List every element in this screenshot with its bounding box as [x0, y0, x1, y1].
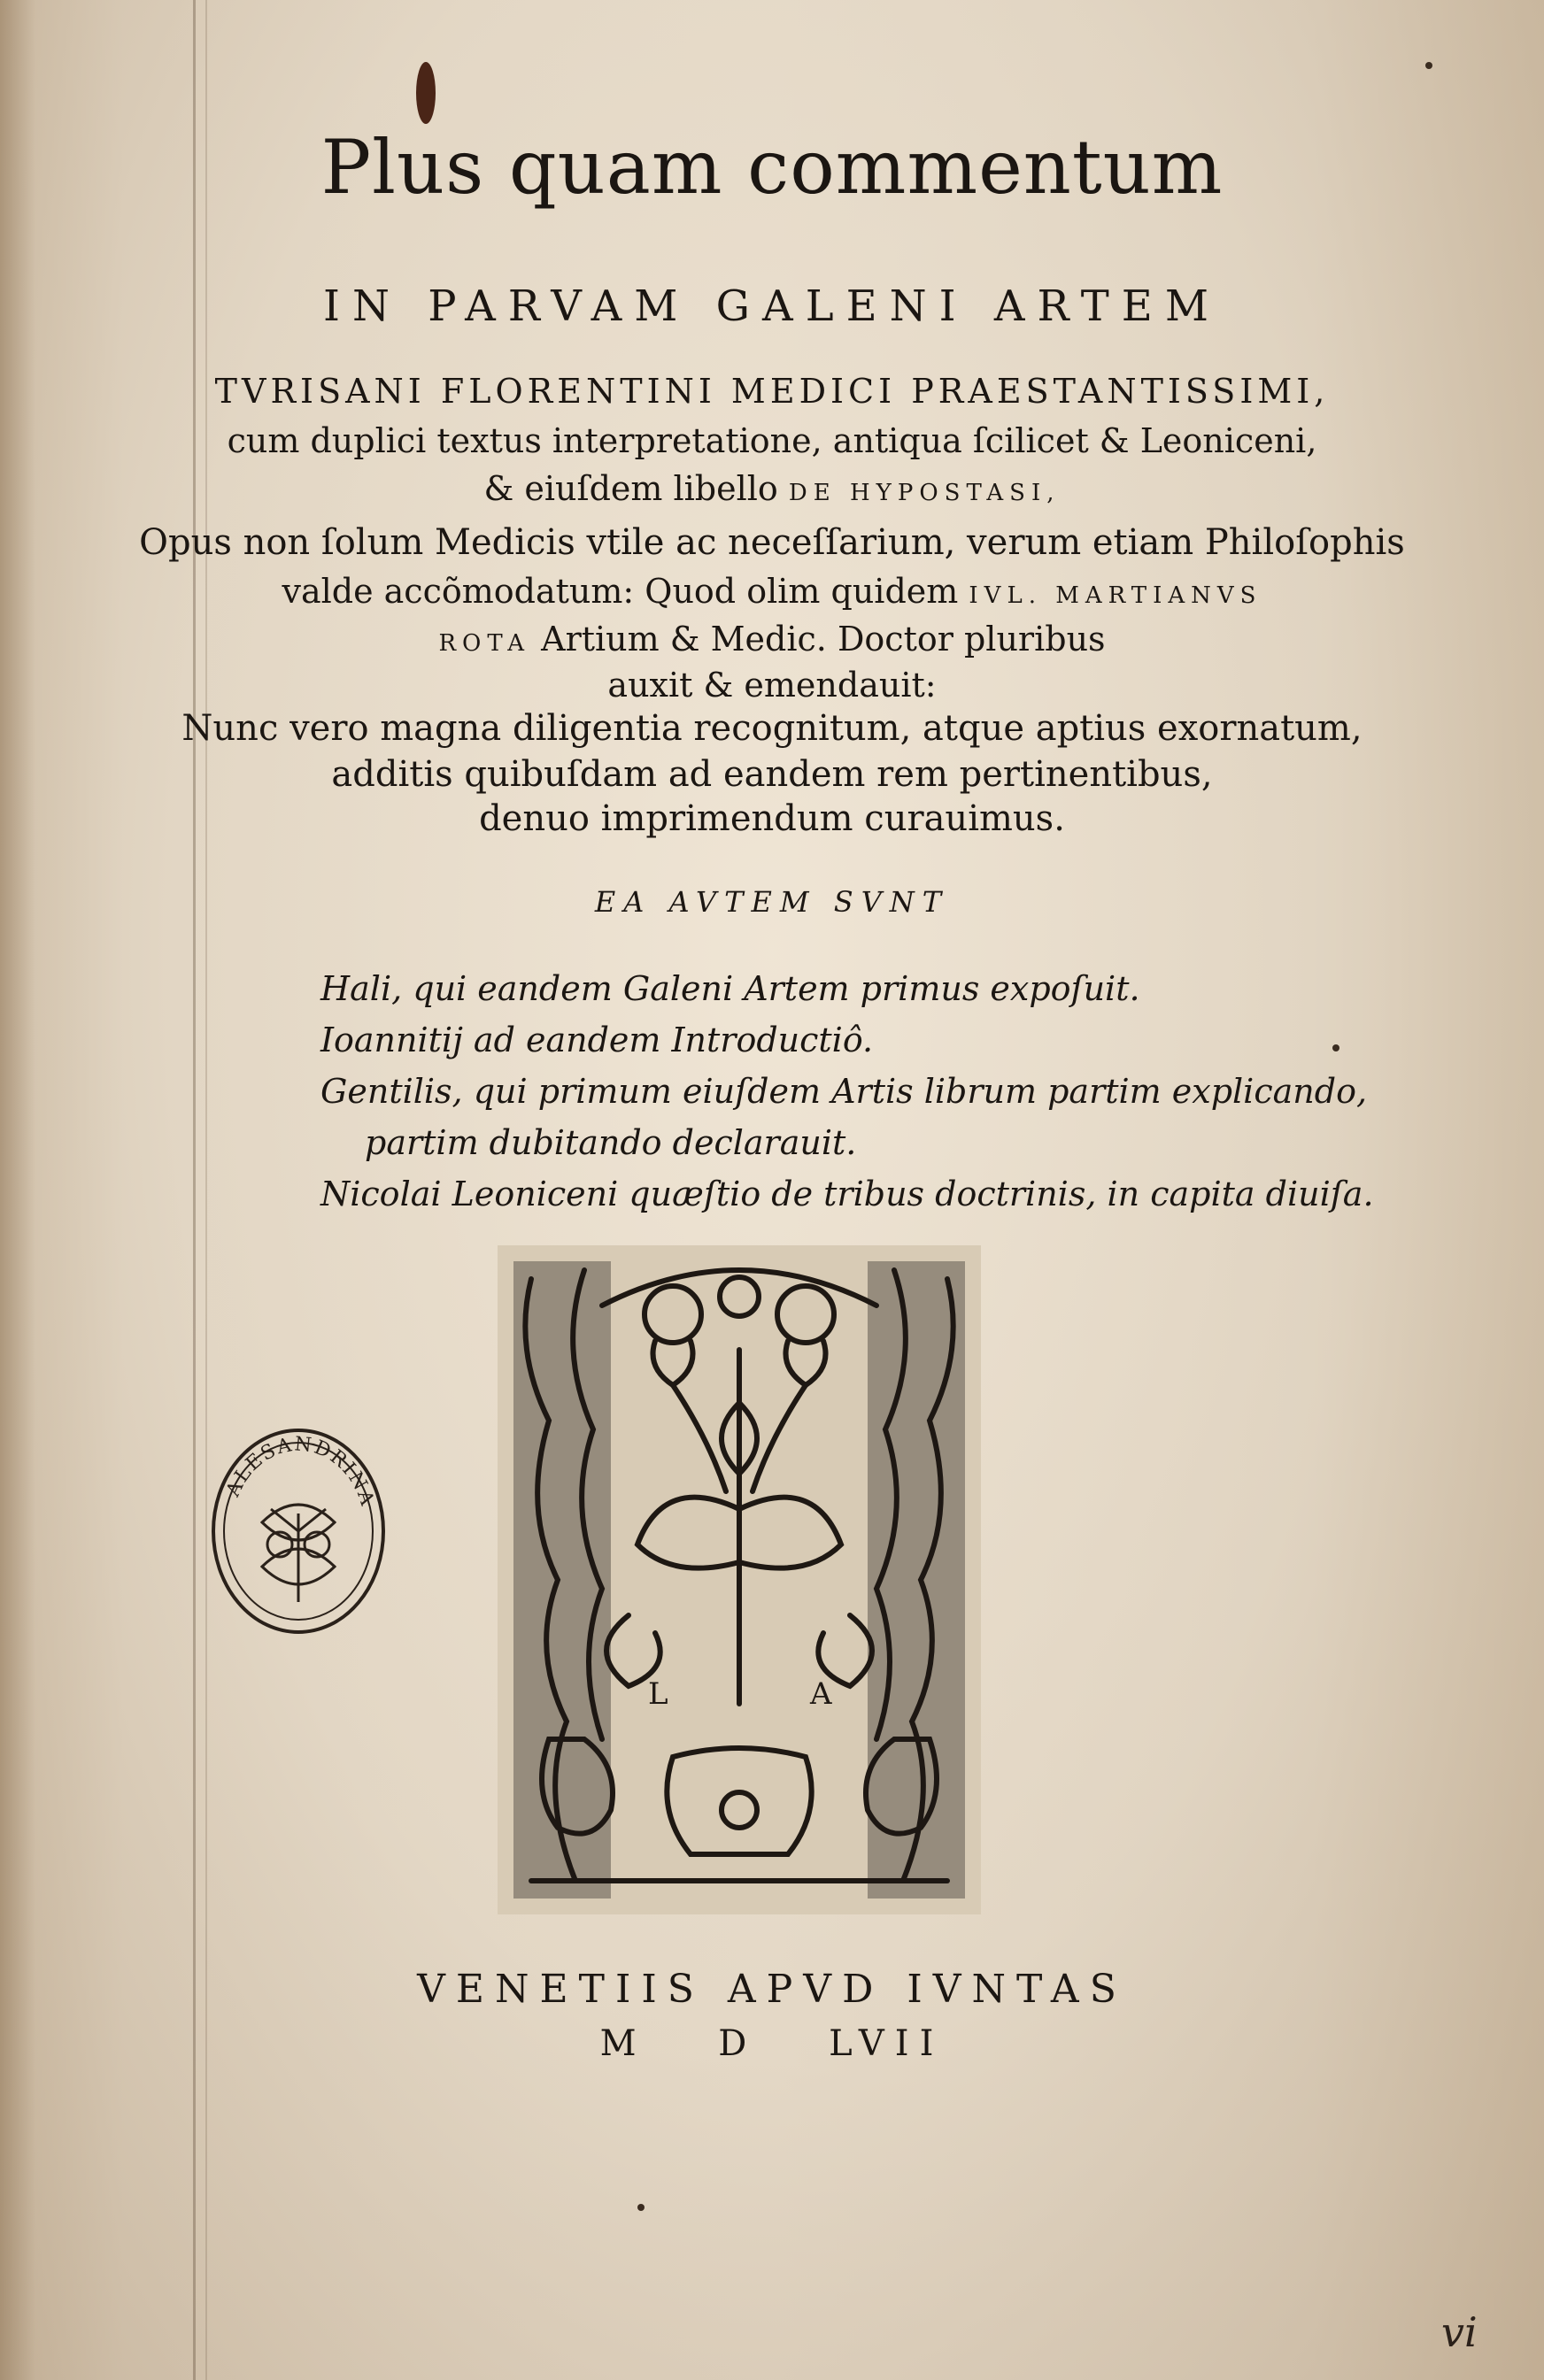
- svg-text:ALESANDRINA: [222, 1433, 379, 1509]
- subtitle-line-1: IN PARVAM GALENI ARTEM: [323, 281, 1221, 331]
- description-line-3: cum duplici textus interpretatione, antiqua ſcilicet & Leoniceni,: [227, 421, 1317, 460]
- folio-mark: vi: [1441, 2308, 1478, 2356]
- year-m: M: [599, 2023, 647, 2064]
- description-line-8: auxit & emendauit:: [607, 666, 937, 705]
- stamp-text: ALESANDRINA: [221, 1433, 379, 1510]
- ea-autem-sunt-heading: EA AVTEM SVNT: [594, 885, 950, 919]
- book-title: Plus quam commentum: [320, 124, 1224, 211]
- description-line-5: Opus non ſolum Medicis vtile ac neceſſarium, verum etiam Philoſophis: [139, 522, 1405, 563]
- list-item: Gentilis, qui primum eiuſdem Artis librum partim explicando,: [320, 1072, 1368, 1111]
- line6-caps: IVL. MARTIANVS: [969, 582, 1262, 609]
- ink-stain: [416, 62, 436, 124]
- description-line-9: Nunc vero magna diligentia recognitum, atque aptius exornatum,: [181, 708, 1363, 749]
- description-line-10: additis quibuſdam ad eandem rem pertinentibus,: [331, 754, 1213, 795]
- library-stamp: [209, 1425, 388, 1637]
- description-line-7: [0, 620, 1544, 659]
- year-lvii: LVII: [829, 2023, 945, 2064]
- imprint-place: VENETIIS APVD IVNTAS: [417, 1967, 1127, 2012]
- woodcut-initial-l: L: [648, 1676, 668, 1712]
- contents-list: [320, 963, 1374, 1220]
- speck: [1425, 62, 1432, 69]
- description-line-4: [0, 469, 1544, 508]
- description-line-11: denuo imprimendum curauimus.: [479, 798, 1065, 839]
- speck: [1332, 1044, 1339, 1051]
- line7-text: Artium & Medic. Doctor pluribus: [541, 620, 1106, 659]
- list-item: Nicolai Leoniceni quæſtio de tribus doctrinis, in capita diuiſa.: [320, 1175, 1374, 1213]
- list-item: partim dubitando declarauit.: [365, 1123, 857, 1162]
- year-d: D: [718, 2023, 758, 2064]
- speck: [637, 2204, 645, 2211]
- line7-caps: ROTA: [438, 630, 531, 657]
- woodcut-initial-a: A: [810, 1676, 832, 1712]
- list-item: Hali, qui eandem Galeni Artem primus expoſuit.: [320, 969, 1140, 1008]
- description-line-6: [0, 572, 1544, 611]
- line4-caps: DE HYPOSTASI,: [788, 480, 1061, 506]
- printers-device-woodcut: [496, 1244, 983, 1916]
- list-item: Ioannitij ad eandem Introductiô.: [320, 1021, 874, 1059]
- imprint-year: [0, 2023, 1544, 2064]
- line6-text: valde accõmodatum: Quod olim quidem: [282, 572, 959, 611]
- author-line: TVRISANI FLORENTINI MEDICI PRAESTANTISSIMI,: [214, 372, 1330, 411]
- line4-text: & eiuſdem libello: [483, 469, 778, 508]
